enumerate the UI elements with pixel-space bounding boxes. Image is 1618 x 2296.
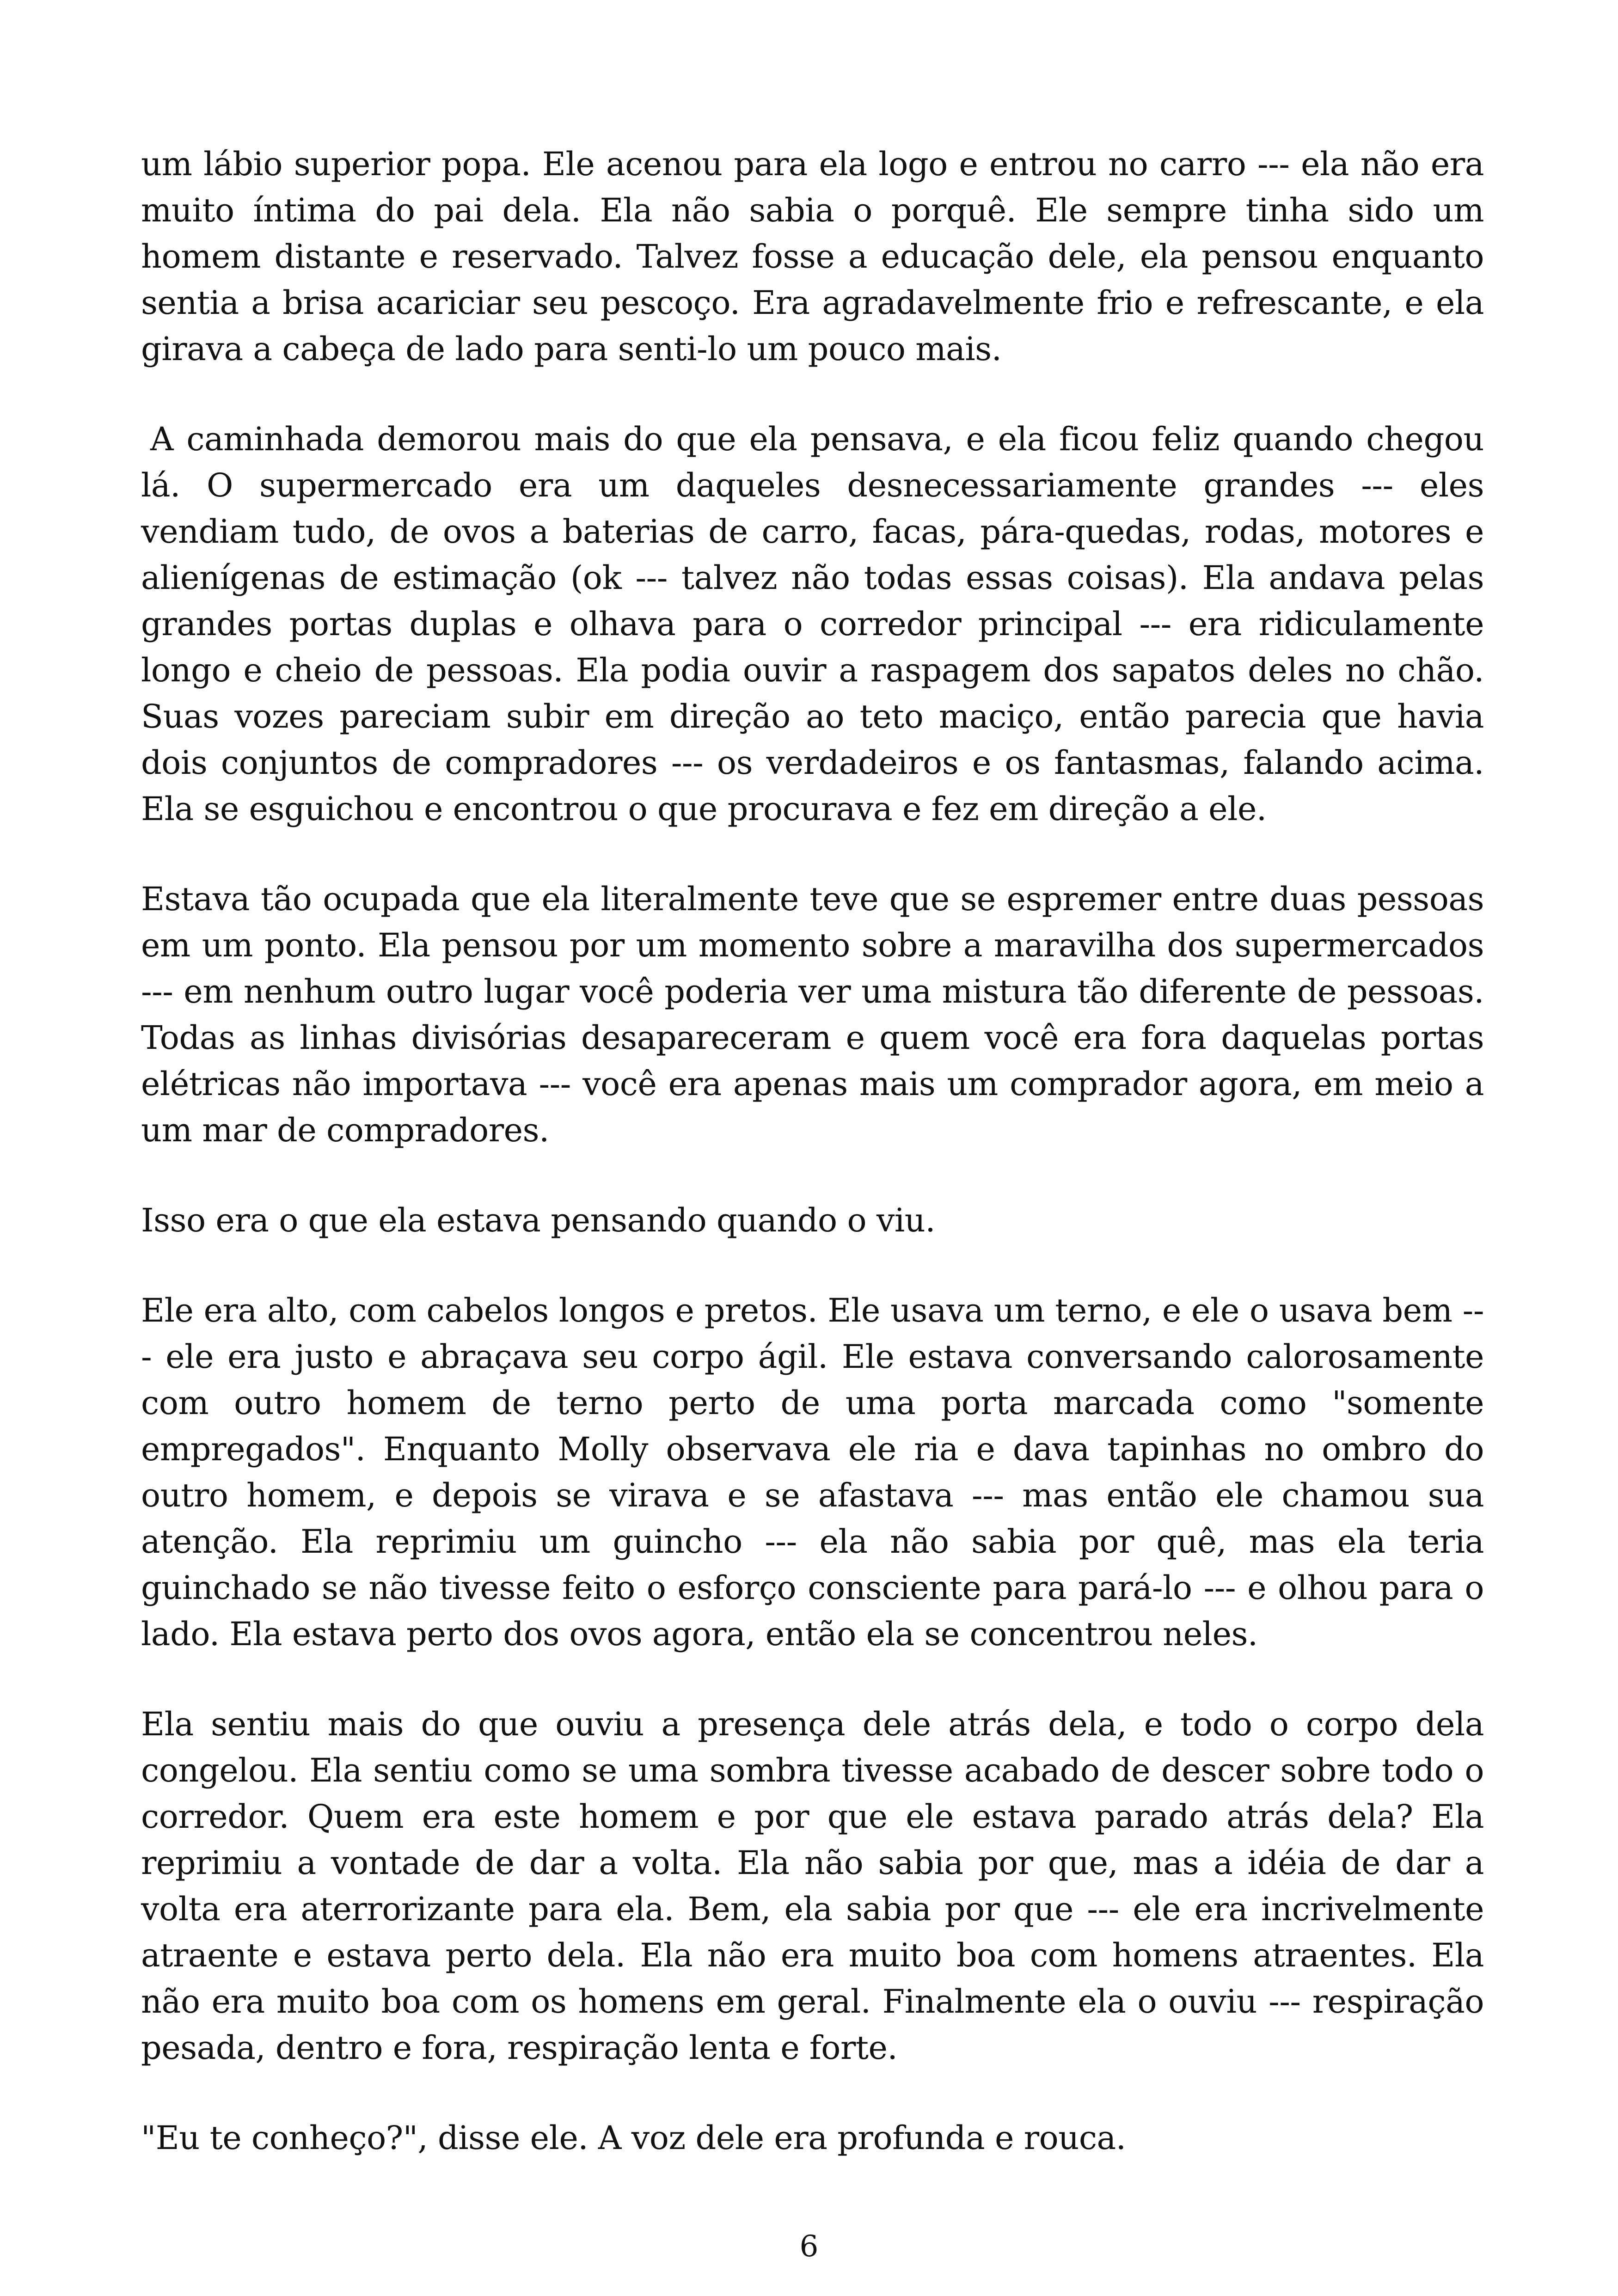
paragraph-5: Ele era alto, com cabelos longos e pretos. Ele usava um terno, e ele o usava bem --- ele era justo e abraçava seu corpo ágil. Ele estava conversando calorosamente com outro homem de terno perto de uma porta marcada como "somente empregados". Enquanto Molly observava ele ria e dava tapinhas no ombro do outro homem, e depois se virava e se afastava --- mas então ele chamou sua atenção. Ela reprimiu um guincho --- ela não sabia por quê, mas ela teria guinchado se não tivesse feito o esforço consciente para pará-lo --- e olhou para o lado. Ela estava perto dos ovos agora, então ela se concentrou neles.	[141, 1292, 1484, 1653]
paragraph-6: Ela sentiu mais do que ouviu a presença dele atrás dela, e todo o corpo dela congelou. Ela sentiu como se uma sombra tivesse acabado de descer sobre todo o corredor. Quem era este homem e por que ele estava parado atrás dela? Ela reprimiu a vontade de dar a volta. Ela não sabia por que, mas a idéia de dar a volta era aterrorizante para ela. Bem, ela sabia por que --- ele era incrivelmente atraente e estava perto dela. Ela não era muito boa com homens atraentes. Ela não era muito boa com os homens em geral. Finalmente ela o ouviu --- respiração pesada, dentro e fora, respiração lenta e forte.	[141, 1705, 1484, 2067]
body-text	[141, 141, 1484, 2205]
page-number: 6	[799, 2229, 819, 2264]
paragraph-4: Isso era o que ela estava pensando quando o viu.	[141, 1201, 936, 1239]
paragraph-1: um lábio superior popa. Ele acenou para ela logo e entrou no carro --- ela não era muito íntima do pai dela. Ela não sabia o porquê. Ele sempre tinha sido um homem distante e reservado. Talvez fosse a educação dele, ela pensou enquanto sentia a brisa acariciar seu pescoço. Era agradavelmente frio e refrescante, e ela girava a cabeça de lado para senti-lo um pouco mais.	[141, 145, 1484, 368]
paragraph-3: Estava tão ocupada que ela literalmente teve que se espremer entre duas pessoas em um ponto. Ela pensou por um momento sobre a maravilha dos supermercados --- em nenhum outro lugar você poderia ver uma mistura tão diferente de pessoas. Todas as linhas divisórias desapareceram e quem você era fora daquelas portas elétricas não importava --- você era apenas mais um comprador agora, em meio a um mar de compradores.	[141, 880, 1484, 1149]
paragraph-7: "Eu te conheço?", disse ele. A voz dele era profunda e rouca.	[141, 2119, 1126, 2157]
paragraph-2: A caminhada demorou mais do que ela pensava, e ela ficou feliz quando chegou lá. O supermercado era um daqueles desnecessariamente grandes --- eles vendiam tudo, de ovos a baterias de carro, facas, pára-quedas, rodas, motores e alienígenas de estimação (ok --- talvez não todas essas coisas). Ela andava pelas grandes portas duplas e olhava para o corredor principal --- era ridiculamente longo e cheio de pessoas. Ela podia ouvir a raspagem dos sapatos deles no chão. Suas vozes pareciam subir em direção ao teto maciço, então parecia que havia dois conjuntos de compradores --- os verdadeiros e os fantasmas, falando acima. Ela se esguichou e encontrou o que procurava e fez em direção a ele.	[141, 420, 1484, 828]
